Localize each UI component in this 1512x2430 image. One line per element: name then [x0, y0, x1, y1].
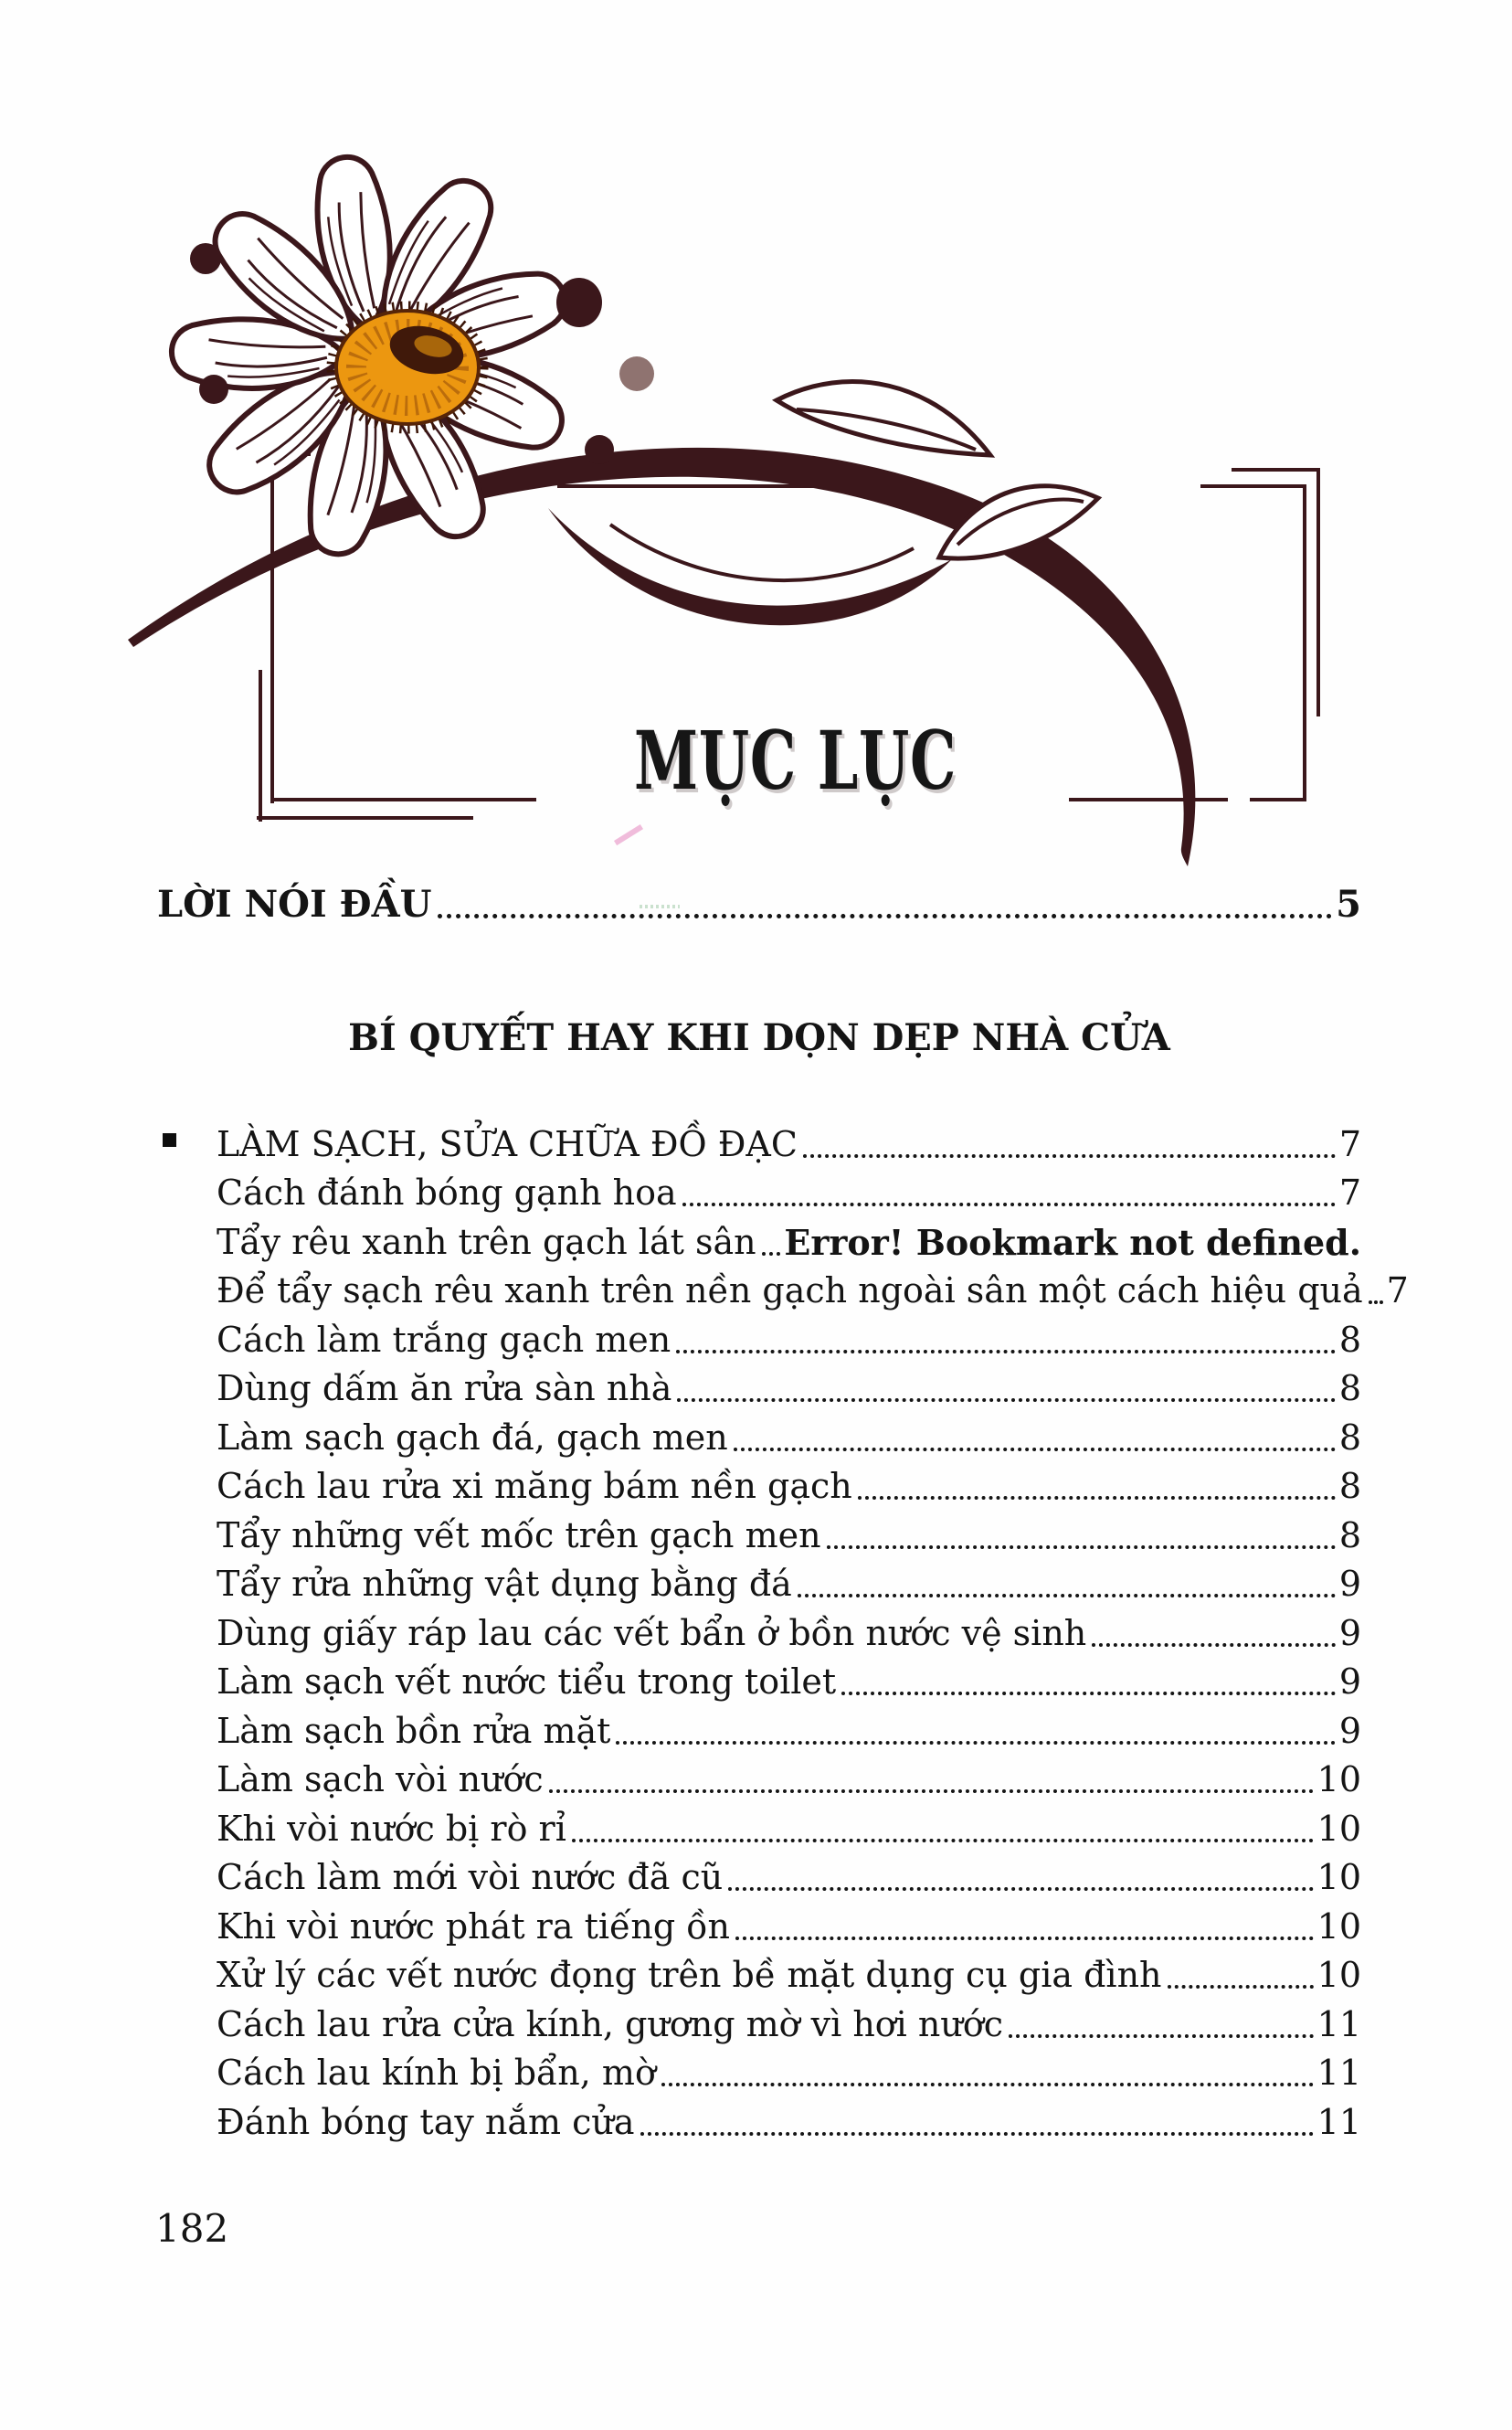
toc-entry [157, 1410, 1361, 1459]
dot-leader [1168, 1985, 1314, 1989]
dot-leader [438, 914, 1333, 918]
toc-entry-label: Dùng dấm ăn rửa sàn nhà [217, 1368, 672, 1409]
toc-entry [157, 1459, 1361, 1509]
page-number: 9 [1338, 1612, 1361, 1653]
page-number: 9 [1338, 1661, 1361, 1703]
section-heading: BÍ QUYẾT HAY KHI DỌN DẸP NHÀ CỬA [348, 1016, 1170, 1059]
dot-leader [682, 1203, 1336, 1206]
toc-entry-label: Tẩy rêu xanh trên gạch lát sân [217, 1221, 756, 1262]
page-number: 7 [1338, 1173, 1361, 1214]
toc-entry-label: Làm sạch vòi nước [217, 1759, 544, 1800]
page-number: 10 [1316, 1759, 1361, 1800]
page-number: 10 [1316, 1955, 1361, 1996]
folio-page-number: 182 [155, 2206, 229, 2251]
dot-leader [616, 1741, 1335, 1745]
page-number: 8 [1338, 1466, 1361, 1507]
toc-entry [157, 1508, 1361, 1557]
toc-entry-label: Cách làm trắng gạch men [217, 1319, 671, 1360]
page-number: 9 [1338, 1564, 1361, 1605]
toc-entry [157, 1655, 1361, 1704]
page-title: MỤC LỤC [634, 713, 957, 808]
toc-entry-label: Để tẩy sạch rêu xanh trên nền gạch ngoài sân một cách hiệu quả [217, 1270, 1363, 1311]
toc-entry-label: Cách lau rửa xi măng bám nền gạch [217, 1466, 852, 1507]
toc-entry [157, 1117, 1361, 1166]
dot-leader [1009, 2034, 1314, 2038]
toc-entry [157, 2095, 1361, 2144]
toc-entry [157, 1753, 1361, 1802]
toc-entry-label: Tẩy rửa những vật dụng bằng đá [217, 1564, 792, 1605]
toc-entry-label: Cách lau kính bị bẩn, mờ [217, 2053, 656, 2094]
page-number: 11 [1316, 2101, 1361, 2142]
dot-leader [803, 1154, 1336, 1158]
toc-entry [157, 1948, 1361, 1998]
dot-leader [858, 1496, 1336, 1500]
pink-artifact-mark [614, 824, 643, 845]
dot-leader [728, 1887, 1313, 1891]
toc-entry [157, 1312, 1361, 1362]
toc-entry-preface [157, 883, 1361, 927]
dot-leader [549, 1789, 1314, 1793]
page-number: 8 [1338, 1368, 1361, 1409]
toc-entry [157, 1851, 1361, 1900]
toc-entry-label: Đánh bóng tay nắm cửa [217, 2101, 635, 2142]
square-bullet-icon [163, 1133, 176, 1147]
toc-entry [157, 1997, 1361, 2046]
toc-entry [157, 2046, 1361, 2096]
page-number: 8 [1338, 1514, 1361, 1555]
toc-entry-label: Làm sạch gạch đá, gạch men [217, 1417, 728, 1458]
dot-leader [798, 1594, 1336, 1597]
dot-leader [640, 2132, 1314, 2136]
toc-entry-label: LÀM SẠCH, SỬA CHỮA ĐỒ ĐẠC [217, 1123, 798, 1164]
page-number: 10 [1316, 1808, 1361, 1849]
toc-entry [157, 1606, 1361, 1655]
page-number: 5 [1336, 883, 1361, 926]
dot-leader [1369, 1300, 1383, 1304]
toc-entry-label: Khi vòi nước phát ra tiếng ồn [217, 1905, 730, 1947]
dot-leader [762, 1252, 781, 1256]
page-number: 11 [1316, 2003, 1361, 2044]
page-number: 9 [1338, 1710, 1361, 1751]
dot-leader [677, 1398, 1335, 1402]
page-number: 10 [1316, 1857, 1361, 1898]
toc-entry-label: LỜI NÓI ĐẦU [157, 883, 432, 926]
toc-entry-label: Cách lau rửa cửa kính, gương mờ vì hơi nước [217, 2003, 1004, 2044]
toc-entry-label: Xử lý các vết nước đọng trên bề mặt dụng cụ gia đình [217, 1955, 1162, 1996]
page-number: 8 [1338, 1319, 1361, 1360]
toc-entry [157, 1801, 1361, 1851]
dot-leader [827, 1545, 1336, 1549]
page-number: 7 [1386, 1270, 1409, 1311]
toc-entry-label: Cách làm mới vòi nước đã cũ [217, 1857, 724, 1898]
toc-entry [157, 1264, 1409, 1313]
toc-list [157, 1117, 1409, 2144]
dot-leader [734, 1448, 1336, 1451]
page-number: 11 [1316, 2053, 1361, 2094]
page-number: 7 [1338, 1123, 1361, 1164]
toc-entry-label: Cách đánh bóng gạnh hoa [217, 1173, 677, 1214]
dot-leader [661, 2083, 1314, 2086]
toc-entry-label: Làm sạch bồn rửa mặt [217, 1710, 611, 1751]
toc-entry [157, 1362, 1361, 1411]
toc-entry-label: Làm sạch vết nước tiểu trong toilet [217, 1661, 837, 1703]
toc-entry [157, 1166, 1361, 1215]
page-number: 8 [1338, 1417, 1361, 1458]
toc-entry [157, 1557, 1361, 1607]
toc-entry-label: Tẩy những vết mốc trên gạch men [217, 1514, 821, 1555]
dot-leader [572, 1839, 1314, 1842]
dot-leader [735, 1937, 1314, 1940]
page-number: Error! Bookmark not defined. [784, 1221, 1361, 1263]
toc-entry-label: Dùng giấy ráp lau các vết bẩn ở bồn nước vệ sinh [217, 1612, 1087, 1653]
dot-leader [841, 1692, 1336, 1695]
toc-entry [157, 1215, 1361, 1264]
toc-entry [157, 1899, 1361, 1948]
toc-entry [157, 1703, 1361, 1753]
dot-leader [676, 1350, 1336, 1353]
dot-leader [1092, 1643, 1336, 1647]
page-number: 10 [1316, 1905, 1361, 1947]
ornament-dot-mauve-icon [619, 356, 654, 391]
toc-entry-label: Khi vòi nước bị rò rỉ [217, 1808, 566, 1849]
